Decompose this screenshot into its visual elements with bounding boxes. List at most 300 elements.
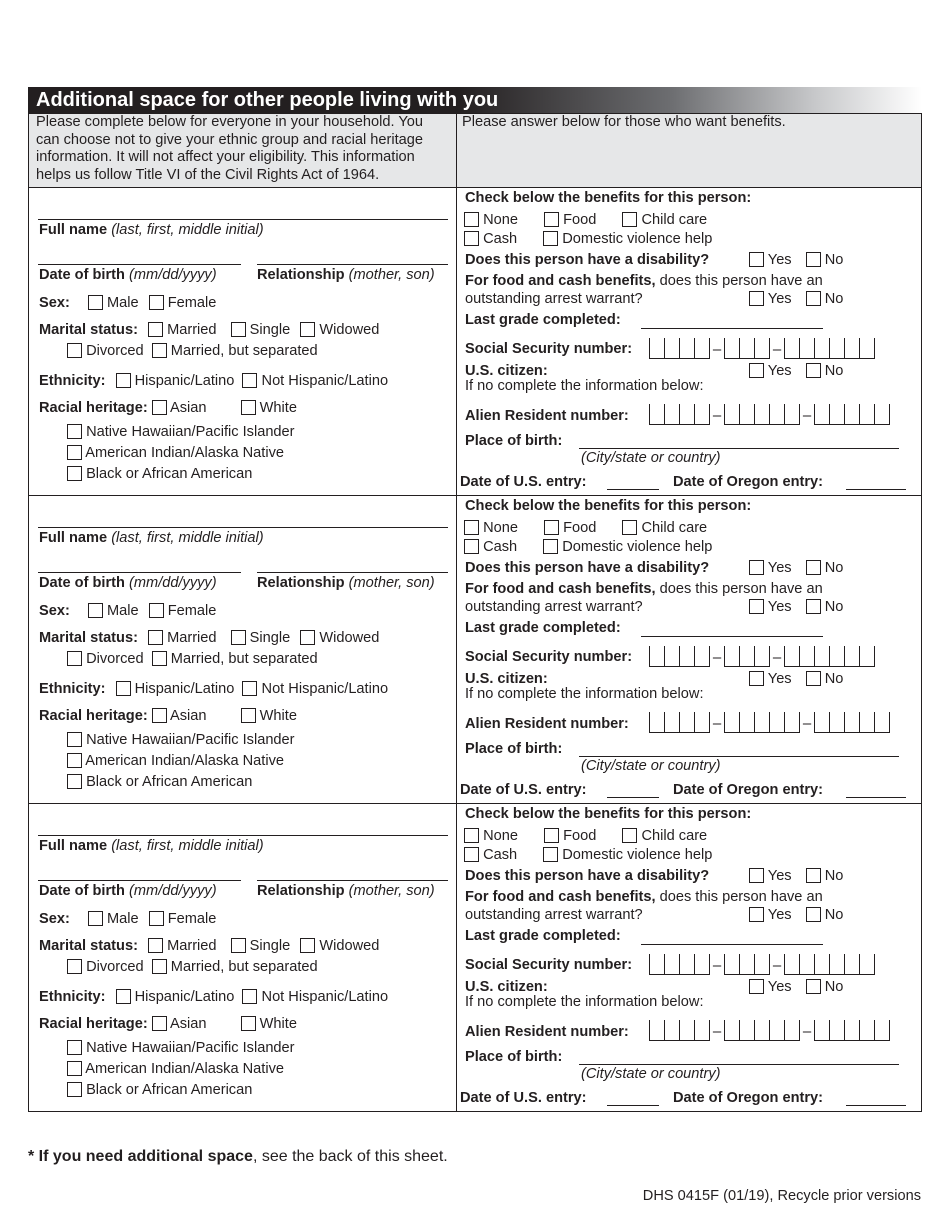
ethnicity-not-hispanic-label: Not Hispanic/Latino	[261, 373, 389, 389]
race-white-checkbox[interactable]	[241, 1016, 256, 1031]
race-hawaiian-label: Native Hawaiian/Pacific Islander	[86, 732, 295, 748]
race-black-checkbox[interactable]	[67, 774, 82, 789]
person-block	[28, 187, 922, 496]
alien-dash: –	[802, 1023, 812, 1040]
marital-single-checkbox[interactable]	[231, 322, 246, 337]
alien-number-field[interactable]	[649, 1019, 890, 1041]
marital-married-label: Married	[167, 322, 217, 338]
or-entry-field[interactable]	[846, 489, 906, 490]
household-form	[28, 87, 922, 1113]
race-hawaiian-checkbox[interactable]	[67, 1040, 82, 1055]
benefit-food-checkbox[interactable]	[544, 828, 559, 843]
marital-single-label: Single	[249, 322, 291, 338]
marital-married-checkbox[interactable]	[148, 938, 163, 953]
race-row	[39, 1016, 297, 1032]
disability-no-checkbox[interactable]	[806, 868, 821, 883]
marital-separated-checkbox[interactable]	[152, 651, 167, 666]
benefits-label: Check below the benefits for this person:	[465, 498, 752, 514]
full-name-label: Full name	[39, 838, 108, 854]
marital-widowed-checkbox[interactable]	[300, 938, 315, 953]
marital-label: Marital status:	[39, 938, 138, 954]
relationship-field[interactable]	[257, 264, 448, 265]
instructions-box	[28, 113, 922, 188]
race-label: Racial heritage:	[39, 400, 148, 416]
ethnicity-hispanic-label: Hispanic/Latino	[134, 373, 235, 389]
relationship-hint: (mother, son)	[348, 575, 435, 591]
disability-options	[749, 252, 843, 268]
benefits-row-1	[464, 828, 707, 844]
marital-single-label: Single	[249, 630, 291, 646]
benefit-childcare-label: Child care	[641, 212, 708, 228]
warrant-bold: For food and cash benefits,	[465, 273, 656, 289]
grade-field[interactable]	[641, 944, 823, 945]
race-row-native	[67, 1061, 284, 1077]
disability-no-checkbox[interactable]	[806, 252, 821, 267]
instructions-right: Please answer below for those who want benefits.	[462, 114, 786, 130]
relationship-hint: (mother, son)	[348, 267, 435, 283]
sex-male-checkbox[interactable]	[88, 603, 103, 618]
citizen-yes-label: Yes	[767, 363, 792, 379]
marital-separated-checkbox[interactable]	[152, 343, 167, 358]
benefit-food-checkbox[interactable]	[544, 520, 559, 535]
person-block	[28, 495, 922, 804]
warrant-question-2: outstanding arrest warrant?	[465, 599, 643, 615]
warrant-yes-checkbox[interactable]	[749, 291, 764, 306]
ssn-segment-3[interactable]	[784, 954, 875, 975]
race-black-checkbox[interactable]	[67, 1082, 82, 1097]
pob-field[interactable]	[579, 756, 899, 757]
race-native-label: American Indian/Alaska Native	[85, 445, 284, 461]
warrant-text: does this person have an	[659, 889, 823, 905]
marital-separated-checkbox[interactable]	[152, 959, 167, 974]
benefit-none-checkbox[interactable]	[464, 520, 479, 535]
citizen-yes-checkbox[interactable]	[749, 671, 764, 686]
citizen-options	[749, 979, 843, 995]
alien-segment-1[interactable]	[649, 404, 710, 425]
sex-female-label: Female	[167, 911, 217, 927]
ssn-segment-3[interactable]	[784, 646, 875, 667]
race-native-checkbox[interactable]	[67, 1061, 82, 1076]
benefit-dv-checkbox[interactable]	[543, 847, 558, 862]
alien-dash: –	[802, 715, 812, 732]
alien-segment-1[interactable]	[649, 712, 710, 733]
benefit-cash-checkbox[interactable]	[464, 847, 479, 862]
ssn-label: Social Security number:	[465, 341, 633, 357]
warrant-text: does this person have an	[659, 581, 823, 597]
marital-widowed-label: Widowed	[319, 630, 380, 646]
marital-separated-label: Married, but separated	[170, 651, 318, 667]
relationship-label-row	[257, 883, 435, 899]
ssn-dash: –	[712, 341, 722, 358]
ethnicity-not-hispanic-checkbox[interactable]	[242, 681, 257, 696]
ssn-label: Social Security number:	[465, 957, 633, 973]
full-name-field[interactable]	[38, 219, 448, 220]
disability-label: Does this person have a disability?	[465, 252, 710, 268]
full-name-hint: (last, first, middle initial)	[111, 530, 264, 546]
benefits-label: Check below the benefits for this person:	[465, 190, 752, 206]
benefit-cash-label: Cash	[483, 539, 518, 555]
benefit-childcare-label: Child care	[641, 520, 708, 536]
benefits-row-1	[464, 212, 707, 228]
pob-field[interactable]	[579, 1064, 899, 1065]
ssn-segment-2[interactable]	[724, 338, 770, 359]
citizen-no-label: No	[824, 979, 844, 995]
marital-single-checkbox[interactable]	[231, 630, 246, 645]
benefit-none-checkbox[interactable]	[464, 212, 479, 227]
race-asian-label: Asian	[170, 708, 207, 724]
warrant-yes-label: Yes	[767, 907, 792, 923]
benefit-dv-label: Domestic violence help	[562, 231, 713, 247]
warrant-options	[749, 599, 843, 615]
race-asian-label: Asian	[170, 400, 207, 416]
marital-row	[39, 938, 379, 954]
pob-hint: (City/state or country)	[581, 758, 721, 774]
marital-divorced-label: Divorced	[86, 343, 144, 359]
benefit-none-checkbox[interactable]	[464, 828, 479, 843]
sex-row	[39, 295, 216, 311]
race-white-checkbox[interactable]	[241, 400, 256, 415]
alien-segment-3[interactable]	[814, 404, 890, 425]
disability-row	[465, 868, 709, 884]
us-entry-field[interactable]	[607, 489, 659, 490]
ethnicity-hispanic-checkbox[interactable]	[116, 373, 131, 388]
benefit-dv-label: Domestic violence help	[562, 847, 713, 863]
disability-options	[749, 560, 843, 576]
race-row-black	[67, 1082, 252, 1098]
column-divider	[456, 114, 457, 187]
benefit-dv-checkbox[interactable]	[543, 231, 558, 246]
ssn-dash: –	[712, 957, 722, 974]
race-white-label: White	[259, 1016, 297, 1032]
us-entry-label: Date of U.S. entry:	[460, 474, 587, 490]
race-row	[39, 400, 297, 416]
sex-row	[39, 911, 216, 927]
ssn-dash: –	[712, 649, 722, 666]
ssn-field[interactable]	[649, 337, 875, 359]
alien-dash: –	[712, 715, 722, 732]
benefit-cash-checkbox[interactable]	[464, 539, 479, 554]
sex-row	[39, 603, 216, 619]
disability-label: Does this person have a disability?	[465, 868, 710, 884]
relationship-label: Relationship	[257, 575, 345, 591]
ssn-dash: –	[772, 957, 782, 974]
or-entry-field[interactable]	[846, 1105, 906, 1106]
race-row-hawaiian	[67, 732, 295, 748]
dob-label-row	[39, 883, 217, 899]
ethnicity-row	[39, 373, 388, 389]
ssn-segment-2[interactable]	[724, 646, 770, 667]
us-entry-field[interactable]	[607, 1105, 659, 1106]
citizen-no-checkbox[interactable]	[806, 671, 821, 686]
race-row-native	[67, 445, 284, 461]
race-asian-checkbox[interactable]	[152, 400, 167, 415]
benefit-none-label: None	[483, 520, 518, 536]
ethnicity-not-hispanic-checkbox[interactable]	[242, 373, 257, 388]
warrant-text: does this person have an	[659, 273, 823, 289]
ssn-segment-1[interactable]	[649, 954, 710, 975]
sex-female-checkbox[interactable]	[149, 911, 164, 926]
grade-field[interactable]	[641, 328, 823, 329]
full-name-hint: (last, first, middle initial)	[111, 838, 264, 854]
alien-segment-2[interactable]	[724, 1020, 800, 1041]
warrant-question-2: outstanding arrest warrant?	[465, 907, 643, 923]
sex-male-checkbox[interactable]	[88, 295, 103, 310]
citizen-note: If no complete the information below:	[465, 378, 704, 394]
alien-label: Alien Resident number:	[465, 408, 629, 424]
pob-label: Place of birth:	[465, 741, 563, 757]
ssn-dash: –	[772, 341, 782, 358]
full-name-label-row	[39, 838, 264, 854]
instructions-left: Please complete below for everyone in your household. You can choose not to give your ethnic group and racial heritage information. It will not affect your eligibility. This information helps us follow Title VI of the Civil Rights Act of 1964.	[36, 114, 423, 183]
disability-yes-checkbox[interactable]	[749, 560, 764, 575]
ssn-segment-2[interactable]	[724, 954, 770, 975]
ethnicity-not-hispanic-label: Not Hispanic/Latino	[261, 989, 389, 1005]
or-entry-field[interactable]	[846, 797, 906, 798]
marital-widowed-label: Widowed	[319, 938, 380, 954]
marital-married-checkbox[interactable]	[148, 322, 163, 337]
race-row-native	[67, 753, 284, 769]
sex-label: Sex:	[39, 295, 70, 311]
relationship-field[interactable]	[257, 572, 448, 573]
benefit-cash-label: Cash	[483, 231, 518, 247]
marital-widowed-checkbox[interactable]	[300, 630, 315, 645]
warrant-options	[749, 291, 843, 307]
warrant-question	[465, 273, 823, 289]
citizen-note: If no complete the information below:	[465, 994, 704, 1010]
disability-row	[465, 560, 709, 576]
sex-male-label: Male	[106, 603, 139, 619]
race-black-label: Black or African American	[86, 1082, 253, 1098]
warrant-question	[465, 889, 823, 905]
benefits-row-2	[464, 231, 712, 247]
benefit-food-label: Food	[563, 828, 597, 844]
citizen-yes-checkbox[interactable]	[749, 363, 764, 378]
disability-no-checkbox[interactable]	[806, 560, 821, 575]
race-hawaiian-checkbox[interactable]	[67, 424, 82, 439]
pob-label: Place of birth:	[465, 1049, 563, 1065]
disability-no-label: No	[824, 560, 844, 576]
benefits-label: Check below the benefits for this person:	[465, 806, 752, 822]
alien-segment-1[interactable]	[649, 1020, 710, 1041]
dob-hint: (mm/dd/yyyy)	[129, 883, 217, 899]
ssn-field[interactable]	[649, 953, 875, 975]
pob-hint: (City/state or country)	[581, 1066, 721, 1082]
race-black-checkbox[interactable]	[67, 466, 82, 481]
marital-single-checkbox[interactable]	[231, 938, 246, 953]
full-name-hint: (last, first, middle initial)	[111, 222, 264, 238]
alien-segment-3[interactable]	[814, 1020, 890, 1041]
marital-row	[39, 322, 379, 338]
warrant-no-checkbox[interactable]	[806, 907, 821, 922]
column-divider	[456, 187, 457, 495]
column-divider	[456, 803, 457, 1111]
race-white-checkbox[interactable]	[241, 708, 256, 723]
sex-female-checkbox[interactable]	[149, 603, 164, 618]
benefit-dv-label: Domestic violence help	[562, 539, 713, 555]
dob-label-row	[39, 267, 217, 283]
alien-label: Alien Resident number:	[465, 716, 629, 732]
footer-note-bold: * If you need additional space	[28, 1148, 253, 1165]
dob-field[interactable]	[38, 264, 241, 265]
citizen-no-label: No	[824, 363, 844, 379]
dob-hint: (mm/dd/yyyy)	[129, 575, 217, 591]
marital-divorced-checkbox[interactable]	[67, 651, 82, 666]
ssn-field[interactable]	[649, 645, 875, 667]
race-row	[39, 708, 297, 724]
ethnicity-label: Ethnicity:	[39, 373, 106, 389]
form-id: DHS 0415F (01/19), Recycle prior versions	[642, 1188, 921, 1204]
alien-segment-3[interactable]	[814, 712, 890, 733]
disability-yes-label: Yes	[767, 252, 792, 268]
race-row-black	[67, 466, 252, 482]
dob-field[interactable]	[38, 572, 241, 573]
marital-divorced-checkbox[interactable]	[67, 343, 82, 358]
marital-single-label: Single	[249, 938, 291, 954]
alien-label: Alien Resident number:	[465, 1024, 629, 1040]
sex-label: Sex:	[39, 911, 70, 927]
sex-female-label: Female	[167, 295, 217, 311]
benefit-childcare-checkbox[interactable]	[622, 828, 637, 843]
benefit-food-checkbox[interactable]	[544, 212, 559, 227]
race-row-hawaiian	[67, 424, 295, 440]
ethnicity-not-hispanic-label: Not Hispanic/Latino	[261, 681, 389, 697]
marital-separated-label: Married, but separated	[170, 343, 318, 359]
race-black-label: Black or African American	[86, 466, 253, 482]
alien-dash: –	[802, 407, 812, 424]
ethnicity-hispanic-label: Hispanic/Latino	[134, 681, 235, 697]
warrant-no-checkbox[interactable]	[806, 599, 821, 614]
citizen-no-checkbox[interactable]	[806, 363, 821, 378]
full-name-field[interactable]	[38, 527, 448, 528]
race-hawaiian-checkbox[interactable]	[67, 732, 82, 747]
relationship-label: Relationship	[257, 883, 345, 899]
us-entry-label: Date of U.S. entry:	[460, 1090, 587, 1106]
pob-field[interactable]	[579, 448, 899, 449]
benefits-row-2	[464, 847, 712, 863]
sex-label: Sex:	[39, 603, 70, 619]
race-hawaiian-label: Native Hawaiian/Pacific Islander	[86, 1040, 295, 1056]
disability-yes-checkbox[interactable]	[749, 868, 764, 883]
section-title: Additional space for other people living with you	[36, 89, 499, 111]
ethnicity-hispanic-checkbox[interactable]	[116, 989, 131, 1004]
marital-divorced-label: Divorced	[86, 959, 144, 975]
sex-male-label: Male	[106, 911, 139, 927]
alien-dash: –	[712, 1023, 722, 1040]
race-native-checkbox[interactable]	[67, 753, 82, 768]
dob-field[interactable]	[38, 880, 241, 881]
race-row-black	[67, 774, 252, 790]
benefit-none-label: None	[483, 828, 518, 844]
ssn-segment-1[interactable]	[649, 338, 710, 359]
us-entry-field[interactable]	[607, 797, 659, 798]
benefit-none-label: None	[483, 212, 518, 228]
disability-no-label: No	[824, 868, 844, 884]
benefit-childcare-checkbox[interactable]	[622, 520, 637, 535]
dob-label: Date of birth	[39, 267, 125, 283]
warrant-question-2: outstanding arrest warrant?	[465, 291, 643, 307]
benefit-childcare-checkbox[interactable]	[622, 212, 637, 227]
or-entry-label: Date of Oregon entry:	[673, 1090, 824, 1106]
ethnicity-label: Ethnicity:	[39, 681, 106, 697]
disability-yes-checkbox[interactable]	[749, 252, 764, 267]
relationship-label: Relationship	[257, 267, 345, 283]
race-asian-checkbox[interactable]	[152, 708, 167, 723]
marital-widowed-checkbox[interactable]	[300, 322, 315, 337]
warrant-yes-checkbox[interactable]	[749, 907, 764, 922]
us-entry-label: Date of U.S. entry:	[460, 782, 587, 798]
disability-label: Does this person have a disability?	[465, 560, 710, 576]
race-white-label: White	[259, 400, 297, 416]
full-name-label-row	[39, 530, 264, 546]
ssn-segment-1[interactable]	[649, 646, 710, 667]
citizen-label: U.S. citizen:	[465, 363, 548, 379]
alien-number-field[interactable]	[649, 711, 890, 733]
alien-segment-2[interactable]	[724, 712, 800, 733]
marital-widowed-label: Widowed	[319, 322, 380, 338]
warrant-yes-label: Yes	[767, 291, 792, 307]
column-divider	[456, 495, 457, 803]
warrant-bold: For food and cash benefits,	[465, 581, 656, 597]
ethnicity-hispanic-checkbox[interactable]	[116, 681, 131, 696]
citizen-yes-checkbox[interactable]	[749, 979, 764, 994]
disability-yes-label: Yes	[767, 868, 792, 884]
marital-row-2	[67, 651, 318, 667]
race-black-label: Black or African American	[86, 774, 253, 790]
marital-divorced-checkbox[interactable]	[67, 959, 82, 974]
citizen-label: U.S. citizen:	[465, 671, 548, 687]
race-native-label: American Indian/Alaska Native	[85, 753, 284, 769]
citizen-no-checkbox[interactable]	[806, 979, 821, 994]
full-name-field[interactable]	[38, 835, 448, 836]
ssn-segment-3[interactable]	[784, 338, 875, 359]
alien-number-field[interactable]	[649, 403, 890, 425]
race-white-label: White	[259, 708, 297, 724]
race-native-checkbox[interactable]	[67, 445, 82, 460]
disability-yes-label: Yes	[767, 560, 792, 576]
warrant-no-checkbox[interactable]	[806, 291, 821, 306]
marital-row-2	[67, 343, 318, 359]
grade-label: Last grade completed:	[465, 312, 621, 328]
race-native-label: American Indian/Alaska Native	[85, 1061, 284, 1077]
dob-hint: (mm/dd/yyyy)	[129, 267, 217, 283]
benefit-cash-checkbox[interactable]	[464, 231, 479, 246]
marital-label: Marital status:	[39, 630, 138, 646]
alien-segment-2[interactable]	[724, 404, 800, 425]
ethnicity-not-hispanic-checkbox[interactable]	[242, 989, 257, 1004]
citizen-options	[749, 671, 843, 687]
benefits-row-1	[464, 520, 707, 536]
full-name-label: Full name	[39, 222, 108, 238]
citizen-yes-label: Yes	[767, 979, 792, 995]
sex-female-checkbox[interactable]	[149, 295, 164, 310]
relationship-hint: (mother, son)	[348, 883, 435, 899]
benefit-dv-checkbox[interactable]	[543, 539, 558, 554]
race-asian-checkbox[interactable]	[152, 1016, 167, 1031]
citizen-yes-label: Yes	[767, 671, 792, 687]
ethnicity-row	[39, 681, 388, 697]
relationship-label-row	[257, 575, 435, 591]
ssn-label: Social Security number:	[465, 649, 633, 665]
citizen-no-label: No	[824, 671, 844, 687]
grade-field[interactable]	[641, 636, 823, 637]
sex-female-label: Female	[167, 603, 217, 619]
section-header	[28, 87, 922, 113]
marital-married-checkbox[interactable]	[148, 630, 163, 645]
warrant-yes-checkbox[interactable]	[749, 599, 764, 614]
sex-male-checkbox[interactable]	[88, 911, 103, 926]
relationship-field[interactable]	[257, 880, 448, 881]
grade-label: Last grade completed:	[465, 620, 621, 636]
